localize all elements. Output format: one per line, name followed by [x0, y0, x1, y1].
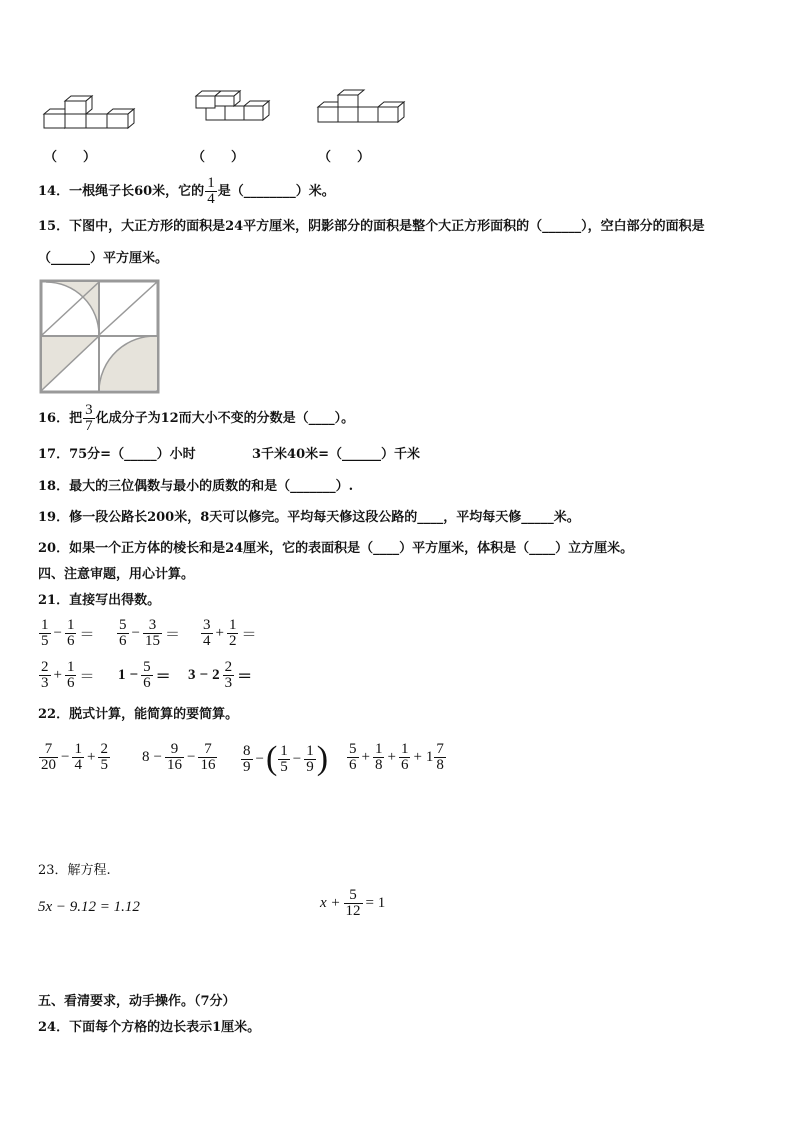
question-14: 14．一根绳子长60米，它的 $\frac{1}{4}$ 是（________）米。 — [38, 175, 335, 207]
q23-equation-2: x + $\frac{5}{12}$ = 1 — [320, 887, 386, 919]
square-figure — [38, 278, 162, 396]
q21-expr-3: $\frac{3}{4}$ + $\frac{1}{2}$ ＝ — [203, 617, 257, 649]
cube-figure-3 — [314, 86, 414, 128]
question-15-line2: （______）平方厘米。 — [38, 251, 169, 266]
question-16: 16．把 $\frac{3}{7}$ 化成分子为12而大小不变的分数是（____）。 — [38, 402, 355, 434]
q21-expr-1: $\frac{1}{5}$ − $\frac{1}{6}$ ＝ — [41, 617, 95, 649]
question-20: 20．如果一个正方体的棱长和是24厘米，它的表面积是（____）平方厘米，体积是（____）立方厘米。 — [38, 541, 634, 556]
fraction: $\frac{1}{4}$ — [207, 175, 215, 207]
cube-answer-2[interactable]: （ ） — [192, 150, 245, 165]
question-24: 24．下面每个方格的边长表示1厘米。 — [38, 1020, 261, 1035]
q22-expr-3: $\frac{8}{9}$ −( $\frac{1}{5}$ − $\frac{1}{9}$ ) — [243, 740, 329, 777]
question-18: 18．最大的三位偶数与最小的质数的和是（_______）. — [38, 479, 354, 494]
cube-figure-1 — [40, 92, 140, 132]
q21-expr-2: $\frac{5}{6}$ − $\frac{3}{15}$ ＝ — [119, 617, 180, 649]
question-23: 23．解方程. — [38, 863, 111, 878]
cube-answer-1[interactable]: （ ） — [44, 150, 97, 165]
question-22: 22．脱式计算，能简算的要简算。 — [38, 707, 239, 722]
q22-expr-2: 8 − $\frac{9}{16}$ − $\frac{7}{16}$ — [142, 741, 216, 773]
question-21: 21．直接写出得数。 — [38, 593, 161, 608]
question-17-part2: 3千米40米=（______）千米 — [252, 447, 421, 462]
q21-expr-4: $\frac{2}{3}$ + $\frac{1}{6}$ ＝ — [41, 659, 95, 691]
q21-expr-5: 1 − $\frac{5}{6}$ ＝ — [118, 659, 171, 691]
q23-equation-1: 5x − 9.12 = 1.12 — [38, 899, 140, 915]
question-19: 19．修一段公路长200米，8天可以修完。平均每天修这段公路的____，平均每天修_____米。 — [38, 510, 580, 525]
section-4-heading: 四、注意审题，用心计算。 — [38, 567, 195, 582]
q22-expr-4: $\frac{5}{6}$ + $\frac{1}{8}$ + $\frac{1}{6}$ + 1 $\frac{7}{8}$ — [349, 741, 444, 773]
question-15-line1: 15．下图中，大正方形的面积是24平方厘米，阴影部分的面积是整个大正方形面积的（______），空白部分的面积是 — [38, 219, 705, 234]
cube-figure-2 — [190, 88, 280, 128]
fraction: $\frac{3}{7}$ — [85, 402, 93, 434]
q21-expr-6: 3 − 2 $\frac{2}{3}$ ＝ — [188, 659, 253, 691]
question-17-part1: 17．75分=（_____）小时 — [38, 447, 196, 462]
section-5-heading: 五、看清要求，动手操作。（7分） — [38, 994, 236, 1009]
cube-answer-3[interactable]: （ ） — [318, 150, 371, 165]
q22-expr-1: $\frac{7}{20}$ − $\frac{1}{4}$ + $\frac{2}{5}$ — [41, 741, 108, 773]
